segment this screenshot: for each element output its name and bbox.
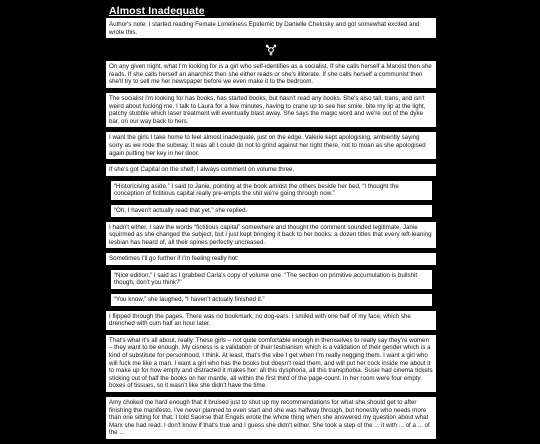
paragraph: The socialist I'm looking for has books, has started books, but hasn't read any books. She's also tall, trans, and isn't weird about fucking me. I talk to Laura for a few minutes, having to crane up to see her smile, bite my lip at the light, patchy stubble which laser treatment will eventually blast away. She says the magic word and we're out of the dyke bar, on our way back to hers. — [106, 93, 436, 127]
transgender-symbol-icon — [265, 43, 277, 60]
paragraph: If she's got Capital on the shelf, I always comment on volume three. — [106, 164, 436, 176]
dialogue-paragraph: “Nice edition,” I said as I grabbed Carla's copy of volume one. “The section on primitive accumulation is bullshit though, don't you think?” — [111, 270, 432, 289]
paragraph: On any given night, what I'm looking for is a girl who self-identifies as a socialist. If she calls herself a Marxist then she reads. If she calls herself an anarchist then she either reads or she's illiterate. If she calls herself a communist then she'll try to sell me her newspaper before we even make it to the bedroom. — [106, 61, 436, 88]
paragraph: I hadn't either. I saw the words “fictitious capital” somewhere and thought the comment sounded legitimate. Janie squirmed as she changed the subject, but I just kept bringing it back to her books: a dozen titles that every left-leaning lesbian has heard of, all their spines perfectly uncreased. — [106, 222, 436, 249]
author-note: Author's note: I started reading Female Loneliness Epidemic by Danielle Chelosky and got somewhat excited and wrote this. — [106, 18, 436, 38]
paragraph: I want the girls I take home to feel almost inadequate, just on the edge. Valerie kept apologising, ambiently saying sorry as we rode the subway. It was all I could do not to grind against her right there, not to moan as she apologised again putting her key in her door. — [106, 132, 436, 159]
dialogue-paragraph: “Historicising aside,” I said to Janie, pointing at the book amidst the others beside her bed, “I thought the conception of fictitious capital really pre-empts the shit we're going through now.” — [111, 181, 432, 200]
paragraph: I flipped through the pages. There was no bookmark, no dog-ears. I smiled with one half of my face, which she drenched with cum half an hour later. — [106, 311, 436, 330]
dialogue-paragraph: “Oh, I haven't actually read that yet,” she replied. — [111, 205, 432, 217]
paragraph: Sometimes I'll go further if I'm feeling really hot: — [106, 253, 436, 265]
divider — [106, 43, 436, 57]
paragraph: Amy choked me hard enough that it bruised just to shut up my recommendations for what she should get to after finishing the manifesto. I've never planned to even start and she was halfway through, but honestly who needs more than one sitting for that. I told Saoirse that Engels wrote the whole thing when she answered my question about what Marx she had read. I don't know if that's true and I guess she didn't either. She took a step of the ... it with ... of a ... of the ... — [106, 397, 436, 439]
paragraph: That's what it's all about, really. These girls – not quite comfortable enough in themselves to really say they're women – they want to be enough. My cisness is a validation of their lesbianism which is a validation of their gender which is a kind of substitute for personhood, I think. At least, that's the vibe I get when I'm really negging them. I want a girl who will fuck me like a man. I want a girl who has the books but doesn't read them, and will put her cock inside me about it to make up for how empty and distracted it makes her: all this dysphoria, all this transphobia. Susie had cinema tickets sticking out of half the books on her mantle, all within the first third of the page-count. In her room were four empty boxes of tissues, so it wasn't like she didn't have the time. — [106, 335, 436, 392]
story-title[interactable]: Almost Inadequate — [109, 5, 205, 17]
dialogue-paragraph: “You know,” she laughed, “I haven't actually finished it.” — [111, 294, 432, 306]
story-column — [106, 18, 436, 444]
